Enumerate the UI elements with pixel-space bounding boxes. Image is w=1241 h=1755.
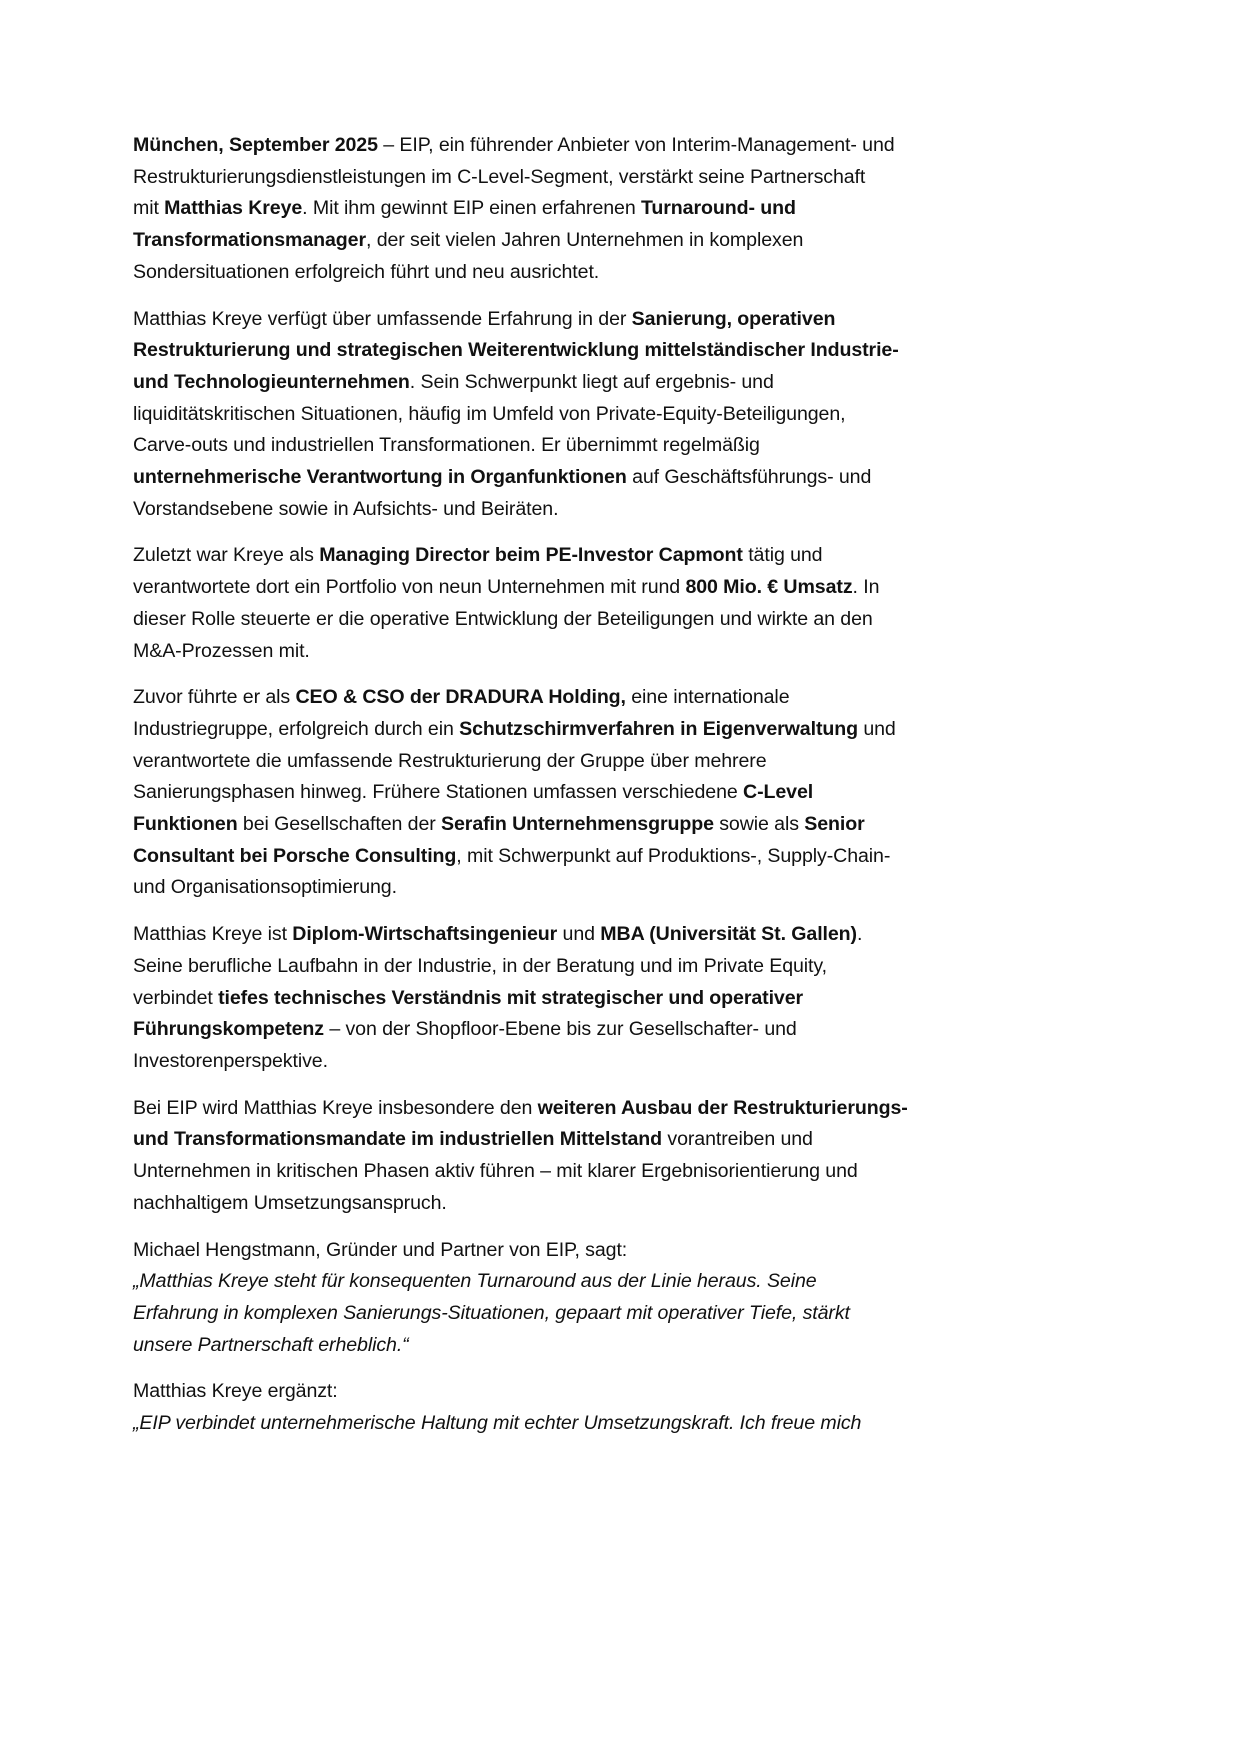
text-run: Vorstandsebene sowie in Aufsichts- und Beiräten. <box>133 497 559 520</box>
text-run: auf Geschäftsführungs- und <box>626 466 872 489</box>
text-run: . <box>856 923 863 946</box>
paragraph-capmont <box>133 540 993 667</box>
text-run: verantwortete die umfassende Restrukturierung der Gruppe über mehrere <box>133 749 767 772</box>
text-run: – von der Shopfloor-Ebene bis zur Gesellschafter- und <box>323 1018 797 1041</box>
text-run: Zuletzt war Kreye als <box>133 544 320 567</box>
text-line <box>133 1124 993 1156</box>
bold-run: 800 Mio. € Umsatz <box>685 576 853 599</box>
text-line <box>133 604 993 636</box>
text-run: , mit Schwerpunkt auf Produktions-, Supply-Chain- <box>456 844 891 867</box>
bold-run: Diplom-Wirtschaftsingenieur <box>292 923 558 946</box>
text-run: sowie als <box>713 813 805 836</box>
text-run: Seine berufliche Laufbahn in der Industrie, in der Beratung und im Private Equity, <box>133 954 827 977</box>
text-run: – EIP, ein führender Anbieter von Interim-Management- und <box>377 134 895 156</box>
text-run: Restrukturierungsdienstleistungen im C-Level-Segment, verstärkt seine Partnerschaft <box>133 165 866 188</box>
text-run: Matthias Kreye ergänzt: <box>133 1380 338 1403</box>
bold-run: Funktionen <box>133 813 238 836</box>
bold-run: tiefes technisches Verständnis mit strategischer und operativer <box>218 986 804 1009</box>
bold-run: Matthias Kreye <box>164 197 303 220</box>
italic-run: „Matthias Kreye steht für konsequenten Turnaround aus der Linie heraus. Seine <box>133 1270 817 1293</box>
text-line <box>133 1156 993 1188</box>
text-line <box>133 872 993 904</box>
text-line <box>133 983 993 1015</box>
quote-attribution <box>133 1376 993 1408</box>
bold-run: weiteren Ausbau der Restrukturierungs- <box>537 1096 908 1119</box>
text-run: . In <box>852 576 880 599</box>
italic-run: unsere Partnerschaft erheblich.“ <box>133 1333 409 1356</box>
text-run: Michael Hengstmann, Gründer und Partner von EIP, sagt: <box>133 1238 628 1261</box>
paragraph-dradura <box>133 682 993 904</box>
text-line <box>133 399 993 431</box>
text-line <box>133 335 993 367</box>
bold-run: Consultant bei Porsche Consulting <box>133 844 457 867</box>
text-run: und <box>857 717 896 740</box>
text-line <box>133 462 993 494</box>
italic-run: „EIP verbindet unternehmerische Haltung mit echter Umsetzungskraft. Ich freue mich <box>133 1412 862 1435</box>
italic-run: Erfahrung in komplexen Sanierungs-Situationen, gepaart mit operativer Tiefe, stärkt <box>133 1301 850 1324</box>
bold-run: Managing Director beim PE-Investor Capmont <box>319 544 743 567</box>
text-run: verbindet <box>133 986 219 1009</box>
text-run: Sondersituationen erfolgreich führt und neu ausrichtet. <box>133 260 600 283</box>
text-run: Industriegruppe, erfolgreich durch ein <box>133 717 460 740</box>
text-run: , der seit vielen Jahren Unternehmen in komplexen <box>366 229 804 252</box>
text-run: dieser Rolle steuerte er die operative Entwicklung der Beteiligungen und wirkte an den <box>133 607 873 630</box>
text-line <box>133 257 993 289</box>
text-run: . Sein Schwerpunkt liegt auf ergebnis- und <box>409 370 774 393</box>
text-line <box>133 809 993 841</box>
text-line <box>133 1093 993 1125</box>
paragraph-education <box>133 919 993 1078</box>
text-run: liquiditätskritischen Situationen, häufig im Umfeld von Private-Equity-Beteiligungen, <box>133 402 846 425</box>
text-line <box>133 746 993 778</box>
text-run: tätig und <box>742 544 823 567</box>
text-line <box>133 841 993 873</box>
text-line <box>133 1188 993 1220</box>
text-line <box>133 304 993 336</box>
dateline: München, September 2025 <box>133 134 378 156</box>
quote-attribution <box>133 1235 993 1267</box>
quote-line <box>133 1266 993 1298</box>
bold-run: Serafin Unternehmensgruppe <box>441 813 714 836</box>
text-run: eine internationale <box>625 686 790 709</box>
text-line <box>133 636 993 668</box>
text-line <box>133 225 993 257</box>
text-line <box>133 367 993 399</box>
text-run: Unternehmen in kritischen Phasen aktiv führen – mit klarer Ergebnisorientierung und <box>133 1160 858 1183</box>
text-line <box>133 572 993 604</box>
bold-run: Restrukturierung und strategischen Weiterentwicklung mittelständischer Industrie- <box>133 339 899 362</box>
text-run: Matthias Kreye ist <box>133 923 293 946</box>
text-run: mit <box>133 197 165 220</box>
text-run: verantwortete dort ein Portfolio von neun Unternehmen mit rund <box>133 576 686 599</box>
text-line <box>133 494 993 526</box>
bold-run: Schutzschirmverfahren in Eigenverwaltung <box>459 717 858 740</box>
text-run: nachhaltigem Umsetzungsanspruch. <box>133 1191 447 1214</box>
text-run: Zuvor führte er als <box>133 686 296 709</box>
quote-line <box>133 1330 993 1362</box>
paragraph-experience <box>133 304 993 526</box>
text-line <box>133 162 993 194</box>
text-run: Matthias Kreye verfügt über umfassende Erfahrung in der <box>133 307 632 330</box>
text-line <box>133 130 993 162</box>
bold-run: Sanierung, operativen <box>631 307 836 330</box>
bold-run: Führungskompetenz <box>133 1018 324 1041</box>
text-line <box>133 714 993 746</box>
text-run: Investorenperspektive. <box>133 1049 328 1072</box>
text-line <box>133 430 993 462</box>
text-run: M&A-Prozessen mit. <box>133 639 310 662</box>
text-line <box>133 1014 993 1046</box>
text-line <box>133 777 993 809</box>
paragraph-quote-hengstmann <box>133 1235 993 1362</box>
press-release-body <box>133 130 993 1455</box>
text-run: Carve-outs und industriellen Transformationen. Er übernimmt regelmäßig <box>133 434 760 457</box>
text-run: . Mit ihm gewinnt EIP einen erfahrenen <box>302 197 641 220</box>
bold-run: MBA (Universität St. Gallen) <box>600 923 857 946</box>
text-line <box>133 540 993 572</box>
paragraph-intro <box>133 130 993 289</box>
text-run: und Organisationsoptimierung. <box>133 876 397 899</box>
paragraph-role-at-eip <box>133 1093 993 1220</box>
text-run: und <box>557 923 601 946</box>
bold-run: Transformationsmanager <box>133 229 366 252</box>
text-line <box>133 193 993 225</box>
bold-run: und Technologieunternehmen <box>133 370 410 393</box>
text-line <box>133 951 993 983</box>
bold-run: unternehmerische Verantwortung in Organfunktionen <box>133 466 627 489</box>
text-run: vorantreiben und <box>662 1128 813 1151</box>
bold-run: Senior <box>804 813 865 836</box>
text-run: bei Gesellschaften der <box>237 813 442 836</box>
quote-line <box>133 1408 993 1440</box>
text-line <box>133 919 993 951</box>
text-line <box>133 682 993 714</box>
text-run: Sanierungsphasen hinweg. Frühere Stationen umfassen verschiedene <box>133 781 744 804</box>
bold-run: Turnaround- und <box>641 197 796 220</box>
text-line <box>133 1046 993 1078</box>
text-run: Bei EIP wird Matthias Kreye insbesondere den <box>133 1096 538 1119</box>
paragraph-quote-kreye <box>133 1376 993 1439</box>
quote-line <box>133 1298 993 1330</box>
bold-run: und Transformationsmandate im industriellen Mittelstand <box>133 1128 663 1151</box>
bold-run: C-Level <box>743 781 814 804</box>
bold-run: CEO & CSO der DRADURA Holding, <box>295 686 626 709</box>
